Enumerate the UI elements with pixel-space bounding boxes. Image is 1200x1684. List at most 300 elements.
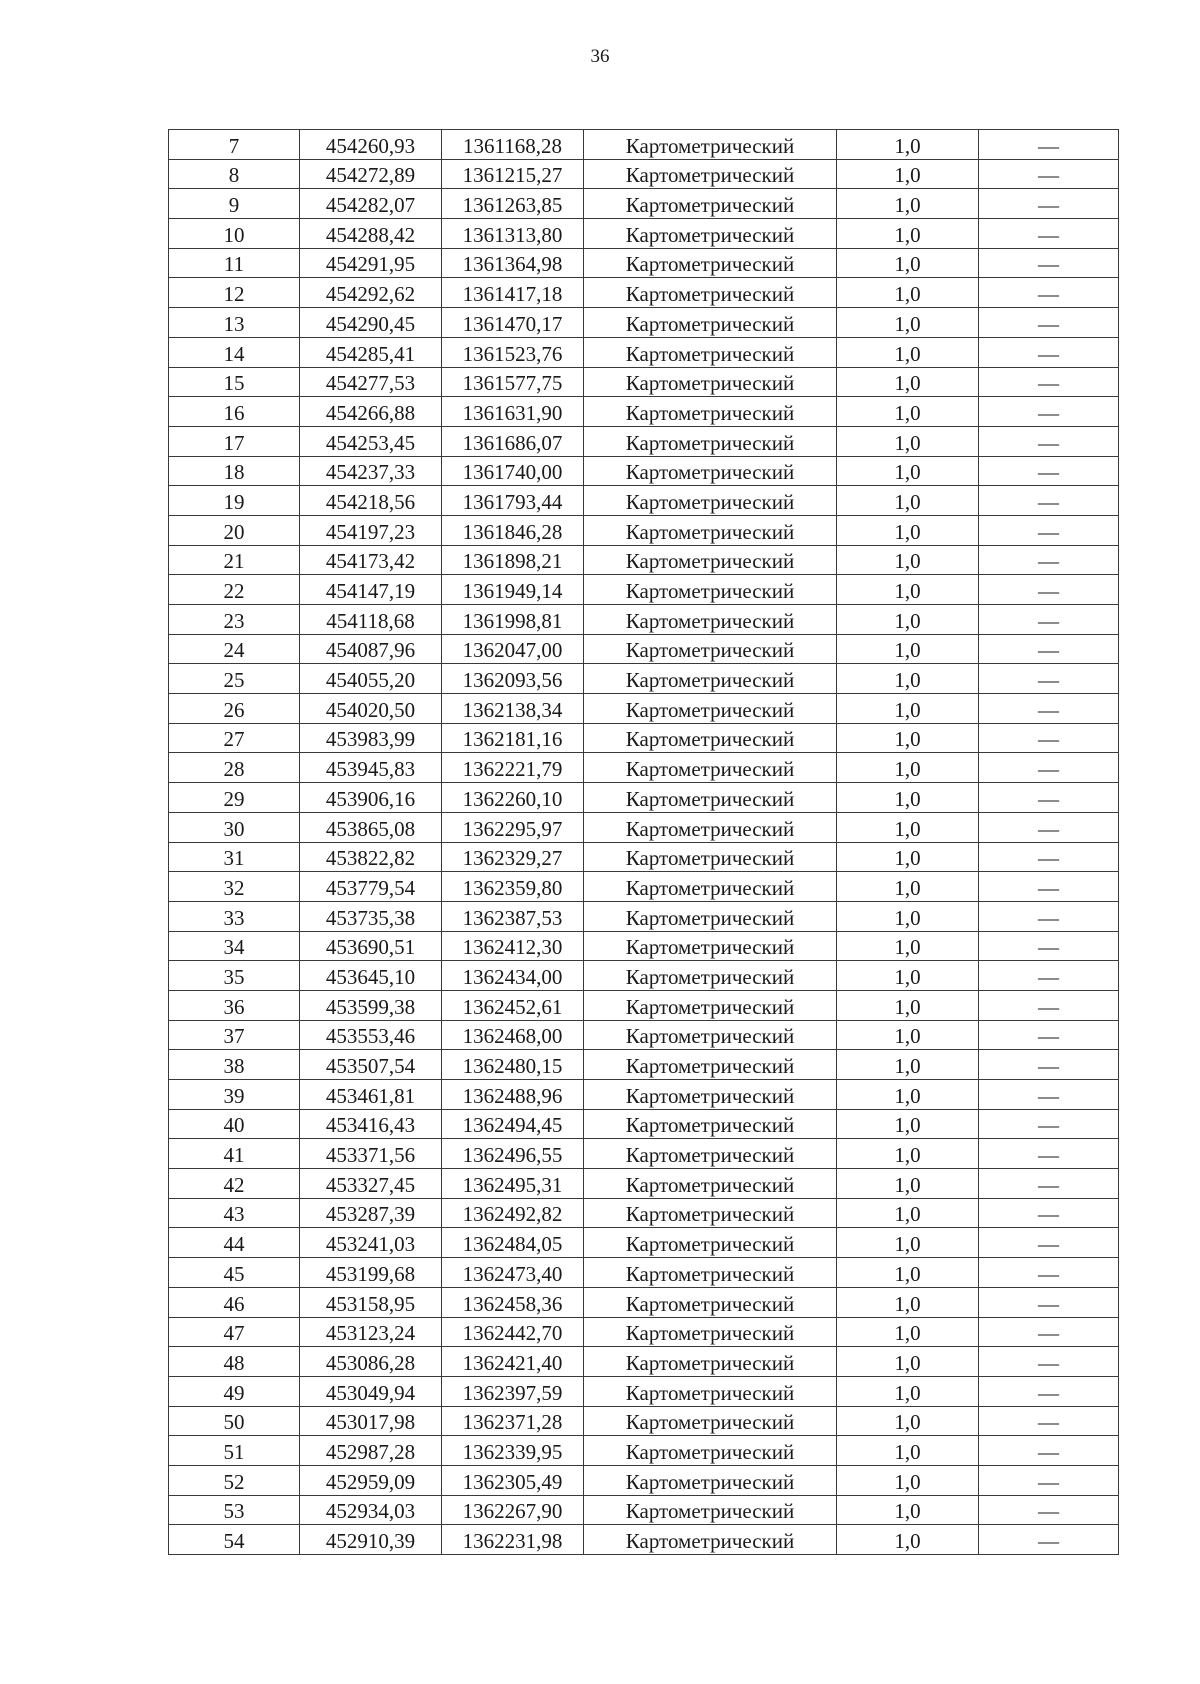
accuracy-cell: 1,0 (837, 1020, 979, 1050)
point-number-cell: 13 (169, 308, 300, 338)
description-cell: — (979, 1020, 1119, 1050)
accuracy-cell: 1,0 (837, 872, 979, 902)
table-row (169, 575, 1119, 605)
description-cell: — (979, 189, 1119, 219)
x-coordinate-cell: 453241,03 (300, 1228, 442, 1258)
y-coordinate-cell: 1362434,00 (442, 961, 584, 991)
description-cell: — (979, 426, 1119, 456)
accuracy-cell: 1,0 (837, 337, 979, 367)
x-coordinate-cell: 454272,89 (300, 159, 442, 189)
x-coordinate-cell: 453049,94 (300, 1376, 442, 1406)
table-row (169, 1287, 1119, 1317)
table-row (169, 219, 1119, 249)
method-cell: Картометрический (584, 664, 837, 694)
method-cell: Картометрический (584, 1525, 837, 1555)
description-cell: — (979, 1495, 1119, 1525)
y-coordinate-cell: 1362260,10 (442, 783, 584, 813)
y-coordinate-cell: 1362468,00 (442, 1020, 584, 1050)
method-cell: Картометрический (584, 1376, 837, 1406)
method-cell: Картометрический (584, 575, 837, 605)
x-coordinate-cell: 454197,23 (300, 515, 442, 545)
description-cell: — (979, 753, 1119, 783)
x-coordinate-cell: 454282,07 (300, 189, 442, 219)
point-number-cell: 9 (169, 189, 300, 219)
x-coordinate-cell: 453416,43 (300, 1109, 442, 1139)
table-row (169, 337, 1119, 367)
description-cell: — (979, 278, 1119, 308)
method-cell: Картометрический (584, 1406, 837, 1436)
method-cell: Картометрический (584, 308, 837, 338)
method-cell: Картометрический (584, 961, 837, 991)
table-row (169, 278, 1119, 308)
y-coordinate-cell: 1362181,16 (442, 723, 584, 753)
description-cell: — (979, 367, 1119, 397)
point-number-cell: 28 (169, 753, 300, 783)
table-row (169, 367, 1119, 397)
method-cell: Картометрический (584, 1109, 837, 1139)
accuracy-cell: 1,0 (837, 1287, 979, 1317)
table-row (169, 1080, 1119, 1110)
point-number-cell: 30 (169, 812, 300, 842)
accuracy-cell: 1,0 (837, 308, 979, 338)
y-coordinate-cell: 1361577,75 (442, 367, 584, 397)
table-row (169, 1436, 1119, 1466)
accuracy-cell: 1,0 (837, 545, 979, 575)
accuracy-cell: 1,0 (837, 397, 979, 427)
y-coordinate-cell: 1361168,28 (442, 130, 584, 160)
table-row (169, 694, 1119, 724)
point-number-cell: 21 (169, 545, 300, 575)
description-cell: — (979, 1050, 1119, 1080)
table-row (169, 1050, 1119, 1080)
method-cell: Картометрический (584, 842, 837, 872)
point-number-cell: 17 (169, 426, 300, 456)
table-row (169, 397, 1119, 427)
method-cell: Картометрический (584, 1198, 837, 1228)
accuracy-cell: 1,0 (837, 990, 979, 1020)
point-number-cell: 25 (169, 664, 300, 694)
y-coordinate-cell: 1361998,81 (442, 605, 584, 635)
accuracy-cell: 1,0 (837, 1376, 979, 1406)
table-row (169, 545, 1119, 575)
table-row (169, 1317, 1119, 1347)
method-cell: Картометрический (584, 219, 837, 249)
point-number-cell: 24 (169, 634, 300, 664)
x-coordinate-cell: 454290,45 (300, 308, 442, 338)
table-row (169, 1109, 1119, 1139)
table-row (169, 1465, 1119, 1495)
accuracy-cell: 1,0 (837, 426, 979, 456)
y-coordinate-cell: 1362484,05 (442, 1228, 584, 1258)
accuracy-cell: 1,0 (837, 1436, 979, 1466)
y-coordinate-cell: 1362231,98 (442, 1525, 584, 1555)
table-row (169, 931, 1119, 961)
point-number-cell: 49 (169, 1376, 300, 1406)
method-cell: Картометрический (584, 189, 837, 219)
y-coordinate-cell: 1361898,21 (442, 545, 584, 575)
point-number-cell: 35 (169, 961, 300, 991)
point-number-cell: 33 (169, 901, 300, 931)
x-coordinate-cell: 453123,24 (300, 1317, 442, 1347)
y-coordinate-cell: 1362495,31 (442, 1169, 584, 1199)
x-coordinate-cell: 454292,62 (300, 278, 442, 308)
method-cell: Картометрический (584, 1347, 837, 1377)
description-cell: — (979, 1406, 1119, 1436)
description-cell: — (979, 308, 1119, 338)
point-number-cell: 18 (169, 456, 300, 486)
description-cell: — (979, 486, 1119, 516)
x-coordinate-cell: 454147,19 (300, 575, 442, 605)
x-coordinate-cell: 453906,16 (300, 783, 442, 813)
accuracy-cell: 1,0 (837, 367, 979, 397)
method-cell: Картометрический (584, 1050, 837, 1080)
y-coordinate-cell: 1362458,36 (442, 1287, 584, 1317)
method-cell: Картометрический (584, 397, 837, 427)
table-row (169, 130, 1119, 160)
accuracy-cell: 1,0 (837, 812, 979, 842)
x-coordinate-cell: 453690,51 (300, 931, 442, 961)
description-cell: — (979, 1169, 1119, 1199)
method-cell: Картометрический (584, 337, 837, 367)
x-coordinate-cell: 453507,54 (300, 1050, 442, 1080)
x-coordinate-cell: 454118,68 (300, 605, 442, 635)
point-number-cell: 52 (169, 1465, 300, 1495)
method-cell: Картометрический (584, 990, 837, 1020)
x-coordinate-cell: 454260,93 (300, 130, 442, 160)
table-row (169, 159, 1119, 189)
y-coordinate-cell: 1362267,90 (442, 1495, 584, 1525)
y-coordinate-cell: 1361846,28 (442, 515, 584, 545)
point-number-cell: 41 (169, 1139, 300, 1169)
table-row (169, 1376, 1119, 1406)
accuracy-cell: 1,0 (837, 130, 979, 160)
page-number: 36 (590, 46, 610, 67)
point-number-cell: 29 (169, 783, 300, 813)
table-row (169, 1169, 1119, 1199)
method-cell: Картометрический (584, 426, 837, 456)
description-cell: — (979, 990, 1119, 1020)
point-number-cell: 19 (169, 486, 300, 516)
point-number-cell: 37 (169, 1020, 300, 1050)
method-cell: Картометрический (584, 634, 837, 664)
accuracy-cell: 1,0 (837, 456, 979, 486)
method-cell: Картометрический (584, 1436, 837, 1466)
accuracy-cell: 1,0 (837, 605, 979, 635)
y-coordinate-cell: 1361686,07 (442, 426, 584, 456)
method-cell: Картометрический (584, 931, 837, 961)
table-row (169, 990, 1119, 1020)
table-row (169, 426, 1119, 456)
description-cell: — (979, 1287, 1119, 1317)
description-cell: — (979, 545, 1119, 575)
description-cell: — (979, 1109, 1119, 1139)
y-coordinate-cell: 1362387,53 (442, 901, 584, 931)
x-coordinate-cell: 453017,98 (300, 1406, 442, 1436)
description-cell: — (979, 842, 1119, 872)
method-cell: Картометрический (584, 753, 837, 783)
point-number-cell: 39 (169, 1080, 300, 1110)
description-cell: — (979, 901, 1119, 931)
y-coordinate-cell: 1362480,15 (442, 1050, 584, 1080)
method-cell: Картометрический (584, 1139, 837, 1169)
point-number-cell: 7 (169, 130, 300, 160)
description-cell: — (979, 575, 1119, 605)
method-cell: Картометрический (584, 486, 837, 516)
method-cell: Картометрический (584, 1495, 837, 1525)
method-cell: Картометрический (584, 1080, 837, 1110)
description-cell: — (979, 1139, 1119, 1169)
table-row (169, 1198, 1119, 1228)
accuracy-cell: 1,0 (837, 1198, 979, 1228)
method-cell: Картометрический (584, 248, 837, 278)
method-cell: Картометрический (584, 872, 837, 902)
method-cell: Картометрический (584, 783, 837, 813)
x-coordinate-cell: 454285,41 (300, 337, 442, 367)
point-number-cell: 32 (169, 872, 300, 902)
table-row (169, 308, 1119, 338)
table-row (169, 248, 1119, 278)
point-number-cell: 50 (169, 1406, 300, 1436)
method-cell: Картометрический (584, 1287, 837, 1317)
point-number-cell: 36 (169, 990, 300, 1020)
point-number-cell: 53 (169, 1495, 300, 1525)
accuracy-cell: 1,0 (837, 515, 979, 545)
y-coordinate-cell: 1362492,82 (442, 1198, 584, 1228)
table-row (169, 1495, 1119, 1525)
y-coordinate-cell: 1362359,80 (442, 872, 584, 902)
table-row (169, 783, 1119, 813)
x-coordinate-cell: 454288,42 (300, 219, 442, 249)
description-cell: — (979, 961, 1119, 991)
y-coordinate-cell: 1361470,17 (442, 308, 584, 338)
point-number-cell: 10 (169, 219, 300, 249)
accuracy-cell: 1,0 (837, 1406, 979, 1436)
accuracy-cell: 1,0 (837, 1228, 979, 1258)
point-number-cell: 23 (169, 605, 300, 635)
point-number-cell: 16 (169, 397, 300, 427)
accuracy-cell: 1,0 (837, 783, 979, 813)
y-coordinate-cell: 1362093,56 (442, 664, 584, 694)
point-number-cell: 38 (169, 1050, 300, 1080)
accuracy-cell: 1,0 (837, 189, 979, 219)
description-cell: — (979, 1317, 1119, 1347)
point-number-cell: 12 (169, 278, 300, 308)
table-row (169, 901, 1119, 931)
accuracy-cell: 1,0 (837, 1495, 979, 1525)
y-coordinate-cell: 1361793,44 (442, 486, 584, 516)
table-row (169, 842, 1119, 872)
description-cell: — (979, 812, 1119, 842)
table-row (169, 1258, 1119, 1288)
description-cell: — (979, 1198, 1119, 1228)
point-number-cell: 44 (169, 1228, 300, 1258)
point-number-cell: 43 (169, 1198, 300, 1228)
x-coordinate-cell: 454277,53 (300, 367, 442, 397)
description-cell: — (979, 456, 1119, 486)
method-cell: Картометрический (584, 1020, 837, 1050)
point-number-cell: 27 (169, 723, 300, 753)
accuracy-cell: 1,0 (837, 664, 979, 694)
point-number-cell: 40 (169, 1109, 300, 1139)
accuracy-cell: 1,0 (837, 723, 979, 753)
method-cell: Картометрический (584, 723, 837, 753)
point-number-cell: 26 (169, 694, 300, 724)
accuracy-cell: 1,0 (837, 961, 979, 991)
method-cell: Картометрический (584, 278, 837, 308)
y-coordinate-cell: 1361740,00 (442, 456, 584, 486)
method-cell: Картометрический (584, 1465, 837, 1495)
description-cell: — (979, 1465, 1119, 1495)
x-coordinate-cell: 452959,09 (300, 1465, 442, 1495)
x-coordinate-cell: 454266,88 (300, 397, 442, 427)
x-coordinate-cell: 454020,50 (300, 694, 442, 724)
point-number-cell: 31 (169, 842, 300, 872)
accuracy-cell: 1,0 (837, 486, 979, 516)
accuracy-cell: 1,0 (837, 1347, 979, 1377)
y-coordinate-cell: 1361263,85 (442, 189, 584, 219)
description-cell: — (979, 1228, 1119, 1258)
point-number-cell: 22 (169, 575, 300, 605)
accuracy-cell: 1,0 (837, 753, 979, 783)
y-coordinate-cell: 1361523,76 (442, 337, 584, 367)
y-coordinate-cell: 1362138,34 (442, 694, 584, 724)
point-number-cell: 48 (169, 1347, 300, 1377)
x-coordinate-cell: 453461,81 (300, 1080, 442, 1110)
table-row (169, 1228, 1119, 1258)
x-coordinate-cell: 453945,83 (300, 753, 442, 783)
y-coordinate-cell: 1361313,80 (442, 219, 584, 249)
table-row (169, 634, 1119, 664)
y-coordinate-cell: 1362412,30 (442, 931, 584, 961)
accuracy-cell: 1,0 (837, 1317, 979, 1347)
description-cell: — (979, 1258, 1119, 1288)
coordinates-table (168, 129, 1119, 1555)
description-cell: — (979, 219, 1119, 249)
accuracy-cell: 1,0 (837, 1109, 979, 1139)
x-coordinate-cell: 453158,95 (300, 1287, 442, 1317)
y-coordinate-cell: 1362305,49 (442, 1465, 584, 1495)
table-row (169, 1406, 1119, 1436)
x-coordinate-cell: 453735,38 (300, 901, 442, 931)
y-coordinate-cell: 1362473,40 (442, 1258, 584, 1288)
description-cell: — (979, 723, 1119, 753)
x-coordinate-cell: 454173,42 (300, 545, 442, 575)
accuracy-cell: 1,0 (837, 1465, 979, 1495)
y-coordinate-cell: 1361215,27 (442, 159, 584, 189)
description-cell: — (979, 130, 1119, 160)
x-coordinate-cell: 453865,08 (300, 812, 442, 842)
x-coordinate-cell: 453553,46 (300, 1020, 442, 1050)
y-coordinate-cell: 1361949,14 (442, 575, 584, 605)
table-row (169, 189, 1119, 219)
description-cell: — (979, 337, 1119, 367)
x-coordinate-cell: 454291,95 (300, 248, 442, 278)
description-cell: — (979, 634, 1119, 664)
y-coordinate-cell: 1362452,61 (442, 990, 584, 1020)
method-cell: Картометрический (584, 367, 837, 397)
method-cell: Картометрический (584, 1258, 837, 1288)
description-cell: — (979, 783, 1119, 813)
x-coordinate-cell: 453599,38 (300, 990, 442, 1020)
accuracy-cell: 1,0 (837, 901, 979, 931)
y-coordinate-cell: 1362329,27 (442, 842, 584, 872)
table-row (169, 456, 1119, 486)
y-coordinate-cell: 1362421,40 (442, 1347, 584, 1377)
table-row (169, 515, 1119, 545)
accuracy-cell: 1,0 (837, 842, 979, 872)
accuracy-cell: 1,0 (837, 931, 979, 961)
y-coordinate-cell: 1362047,00 (442, 634, 584, 664)
point-number-cell: 51 (169, 1436, 300, 1466)
table-row (169, 1139, 1119, 1169)
description-cell: — (979, 664, 1119, 694)
point-number-cell: 42 (169, 1169, 300, 1199)
method-cell: Картометрический (584, 1169, 837, 1199)
accuracy-cell: 1,0 (837, 1169, 979, 1199)
y-coordinate-cell: 1362221,79 (442, 753, 584, 783)
description-cell: — (979, 1080, 1119, 1110)
accuracy-cell: 1,0 (837, 1080, 979, 1110)
point-number-cell: 15 (169, 367, 300, 397)
y-coordinate-cell: 1362397,59 (442, 1376, 584, 1406)
description-cell: — (979, 248, 1119, 278)
description-cell: — (979, 931, 1119, 961)
method-cell: Картометрический (584, 456, 837, 486)
y-coordinate-cell: 1362442,70 (442, 1317, 584, 1347)
point-number-cell: 11 (169, 248, 300, 278)
x-coordinate-cell: 454087,96 (300, 634, 442, 664)
accuracy-cell: 1,0 (837, 1525, 979, 1555)
table-row (169, 605, 1119, 635)
y-coordinate-cell: 1362494,45 (442, 1109, 584, 1139)
description-cell: — (979, 1525, 1119, 1555)
x-coordinate-cell: 454055,20 (300, 664, 442, 694)
y-coordinate-cell: 1361364,98 (442, 248, 584, 278)
x-coordinate-cell: 453199,68 (300, 1258, 442, 1288)
point-number-cell: 20 (169, 515, 300, 545)
description-cell: — (979, 872, 1119, 902)
point-number-cell: 47 (169, 1317, 300, 1347)
method-cell: Картометрический (584, 812, 837, 842)
description-cell: — (979, 1436, 1119, 1466)
point-number-cell: 46 (169, 1287, 300, 1317)
x-coordinate-cell: 453327,45 (300, 1169, 442, 1199)
y-coordinate-cell: 1362496,55 (442, 1139, 584, 1169)
method-cell: Картометрический (584, 515, 837, 545)
description-cell: — (979, 605, 1119, 635)
table-row (169, 664, 1119, 694)
table-row (169, 812, 1119, 842)
accuracy-cell: 1,0 (837, 248, 979, 278)
description-cell: — (979, 1347, 1119, 1377)
description-cell: — (979, 515, 1119, 545)
point-number-cell: 8 (169, 159, 300, 189)
point-number-cell: 34 (169, 931, 300, 961)
accuracy-cell: 1,0 (837, 219, 979, 249)
table-row (169, 1347, 1119, 1377)
table-row (169, 961, 1119, 991)
description-cell: — (979, 1376, 1119, 1406)
method-cell: Картометрический (584, 545, 837, 575)
y-coordinate-cell: 1362339,95 (442, 1436, 584, 1466)
method-cell: Картометрический (584, 605, 837, 635)
accuracy-cell: 1,0 (837, 1258, 979, 1288)
description-cell: — (979, 159, 1119, 189)
x-coordinate-cell: 454237,33 (300, 456, 442, 486)
y-coordinate-cell: 1362295,97 (442, 812, 584, 842)
point-number-cell: 45 (169, 1258, 300, 1288)
accuracy-cell: 1,0 (837, 159, 979, 189)
